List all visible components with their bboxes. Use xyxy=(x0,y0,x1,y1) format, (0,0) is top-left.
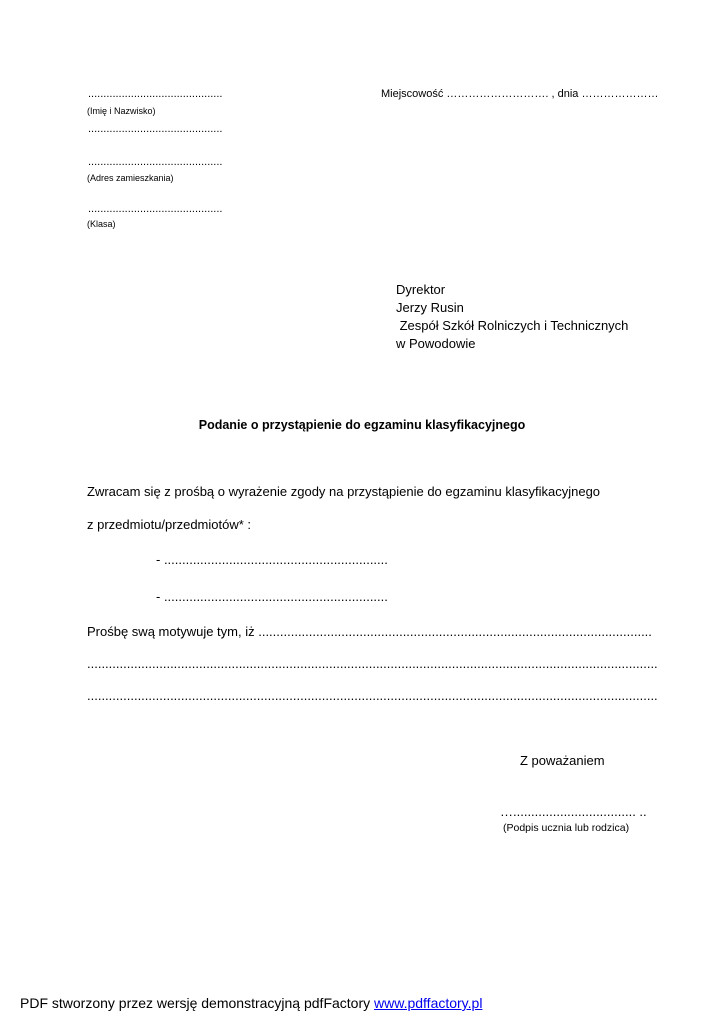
name-line: ............................................ xyxy=(88,88,223,100)
class-line: ............................................ xyxy=(88,203,223,215)
address-line-2: ............................................ xyxy=(88,156,223,168)
pdf-footer xyxy=(20,995,482,1011)
reason-line: Prośbę swą motywuje tym, iż ............................................................................................................. xyxy=(87,624,652,639)
request-line: Zwracam się z prośbą o wyrażenie zgody na przystąpienie do egzaminu klasyfikacyjnego xyxy=(87,484,601,499)
pdf-footer-text: PDF stworzony przez wersję demonstracyjną pdfFactory xyxy=(20,995,375,1011)
subject-line-2: - .............................................................. xyxy=(156,589,388,604)
recipient-line-2: Jerzy Rusin xyxy=(396,300,464,315)
address-caption: (Adres zamieszkania) xyxy=(87,173,174,183)
recipient-line-1: Dyrektor xyxy=(396,282,446,297)
signature-line: ….................................. .. xyxy=(500,804,647,819)
pdffactory-link[interactable]: www.pdffactory.pl xyxy=(374,995,483,1011)
reason-continuation-2: .............................................................................................................................................................. xyxy=(87,688,658,703)
place-date: Miejscowość ………………………. , dnia ………………… xyxy=(381,88,659,100)
name-caption: (Imię i Nazwisko) xyxy=(87,106,156,116)
class-caption: (Klasa) xyxy=(87,219,116,229)
recipient-line-3: Zespół Szkół Rolniczych i Technicznych xyxy=(396,318,629,333)
regards: Z poważaniem xyxy=(520,753,605,768)
document-title: Podanie o przystąpienie do egzaminu klasyfikacyjnego xyxy=(198,418,526,432)
signature-caption: (Podpis ucznia lub rodzica) xyxy=(503,822,630,834)
address-line-1: ............................................ xyxy=(88,123,223,135)
subject-line-1: - .............................................................. xyxy=(156,552,388,567)
recipient-line-4: w Powodowie xyxy=(396,336,476,351)
reason-continuation-1: .............................................................................................................................................................. xyxy=(87,656,658,671)
subjects-label: z przedmiotu/przedmiotów* : xyxy=(87,517,252,532)
